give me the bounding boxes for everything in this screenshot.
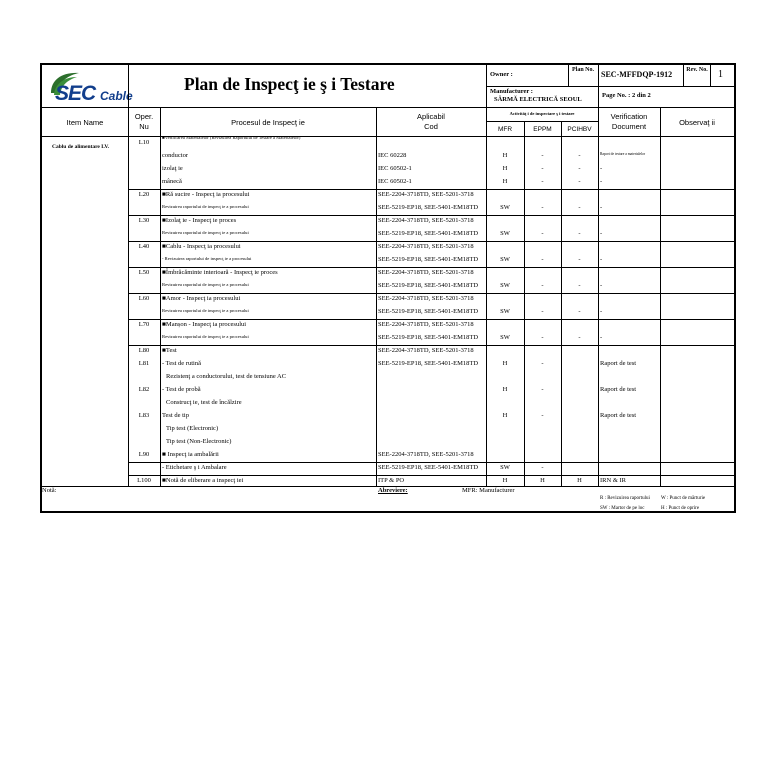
cell-pci: - [578, 178, 581, 185]
col-remarks: Observaţ ii [679, 118, 715, 127]
cell-doc: Raport de test [600, 360, 637, 367]
cell-eppm: - [541, 360, 544, 367]
cell-code: IEC 60502-1 [378, 165, 412, 172]
cell-proc: mânecă [162, 178, 182, 185]
cell-proc: ■ Inspecţ ia ambalării [162, 451, 219, 458]
page-title: Plan de Inspecţ ie ş i Testare [184, 74, 395, 94]
cell-proc: ■Amor - Inspecţ ia procesului [162, 295, 241, 302]
cell-eppm: H [540, 477, 545, 484]
col-pcihbv: PCIHBV [567, 126, 592, 133]
cell-pci: H [577, 477, 582, 484]
cell-code: ITP & PO [378, 477, 405, 484]
cell-code: SEE-2204-3718TD, SEE-5201-3718 [378, 269, 474, 276]
cell-eppm: - [541, 464, 544, 471]
plan-no-value: SEC-MFFDQP-1912 [601, 70, 673, 79]
cell-proc: - Etichetare ş i Ambalare [162, 464, 227, 471]
legend-site-witness: SW : Martor de pe loc [600, 506, 645, 511]
manufacturer-label: Manufacturer : [490, 88, 533, 95]
col-oper-line1: Oper. [134, 112, 154, 121]
cell-mfr: H [502, 412, 508, 419]
cell-doc: - [600, 204, 603, 211]
col-activity: Activităţ i de inspectare ş i testare [509, 111, 575, 116]
cell-code: SEE-5219-EP18, SEE-5401-EM18TD [378, 256, 479, 263]
cell-doc: - [600, 178, 603, 185]
legend-hold-point: H : Punct de oprire [661, 506, 700, 511]
row-divider [128, 345, 734, 346]
abbreviation-mfr: MFR: Manufacturer [462, 487, 515, 494]
cell-code: SEE-2204-3718TD, SEE-5201-3718 [378, 321, 474, 328]
cell-op: L82 [138, 386, 150, 393]
cell-proc: ■Cablu - Inspecţ ia procesului [162, 243, 241, 250]
cell-code: SEE-5219-EP18, SEE-5401-EM18TD [378, 334, 479, 341]
cell-mfr: SW [500, 256, 510, 263]
cell-doc: - [600, 334, 603, 341]
cell-eppm: - [541, 256, 544, 263]
cell-pci: - [578, 334, 581, 341]
cell-proc: ■Ră sucire - Inspecţ ia procesului [162, 191, 250, 198]
cell-proc: Tip test (Non-Electronic) [166, 438, 232, 445]
col-item-name: Item Name [66, 118, 104, 127]
plan-no-label: Plan No. [571, 67, 594, 73]
cell-op: L10 [138, 139, 150, 146]
cell-doc: - [600, 282, 603, 289]
cell-doc: Raport de test [600, 412, 637, 419]
legend-review: R : Revizuirea raportului [600, 496, 650, 501]
cell-proc: Test de tip [162, 412, 189, 419]
row-divider [128, 475, 734, 476]
row-divider [128, 241, 734, 242]
cell-proc: ■Test [162, 347, 177, 354]
cell-mfr: H [502, 386, 508, 393]
cell-mfr: SW [500, 282, 510, 289]
cell-proc: ■Manșon - Inspecţ ia procesului [162, 321, 247, 328]
logo-sec-text: SEC [55, 82, 96, 105]
cell-code: SEE-5219-EP18, SEE-5401-EM18TD [378, 282, 479, 289]
cell-proc: ■Notă de eliberare a inspecţ iei [162, 477, 244, 484]
cell-code: SEE-2204-3718TD, SEE-5201-3718 [378, 451, 474, 458]
row-divider [128, 189, 734, 190]
cell-proc: ■Verificarea Materialelor (Revizuirea Raportului de Testare a Materialelor) [162, 135, 301, 140]
cell-eppm: - [541, 165, 544, 172]
cell-code: IEC 60228 [378, 152, 407, 159]
cell-doc: Raport de testare a materialelor [600, 152, 646, 156]
cell-mfr: SW [500, 204, 510, 211]
legend-witness: W : Punct de mărturie [661, 496, 706, 501]
cell-proc: Rezistenţ a conductorului, test de tensiune AC [166, 373, 287, 380]
cell-mfr: SW [500, 230, 510, 237]
col-code-line1: Aplicabil [417, 112, 445, 121]
cell-code: SEE-2204-3718TD, SEE-5201-3718 [378, 347, 474, 354]
col-code-line2: Cod [424, 122, 438, 131]
cell-op: L50 [138, 269, 150, 276]
page-number: Page No. : 2 din 2 [602, 92, 651, 99]
col-eppm: EPPM [533, 126, 552, 133]
cell-op: L80 [138, 347, 150, 354]
cell-code: SEE-2204-3718TD, SEE-5201-3718 [378, 295, 474, 302]
cell-op: L81 [138, 360, 150, 367]
abbreviation-label: Abreviere: [378, 487, 408, 494]
col-process: Procesul de Inspecţ ie [231, 118, 305, 127]
cell-eppm: - [541, 230, 544, 237]
cell-mfr: H [502, 360, 508, 367]
rev-no-label: Rev. No. [686, 67, 708, 73]
col-verif-line2: Document [611, 122, 647, 131]
cell-doc: - [600, 165, 603, 172]
cell-proc: Revizuirea raportului de inspecţ ie a procesului [162, 282, 249, 287]
cell-proc: izolaţ ie [162, 165, 183, 172]
rev-no-value: 1 [718, 69, 723, 80]
logo-cable-text: Cable [100, 89, 133, 103]
cell-proc: Revizuirea raportului de inspecţ ie a procesului [162, 230, 249, 235]
cell-op: L70 [138, 321, 150, 328]
row-divider [128, 293, 734, 294]
cell-proc: Revizuirea raportului de inspecţ ie a procesului [162, 308, 249, 313]
cell-op: L90 [138, 451, 150, 458]
sec-cable-logo [45, 69, 133, 105]
cell-proc: Revizuirea raportului de inspecţ ie a procesului [162, 334, 249, 339]
cell-pci: - [578, 230, 581, 237]
cell-pci: - [578, 204, 581, 211]
cell-eppm: - [541, 334, 544, 341]
cell-mfr: H [502, 477, 508, 484]
cell-code: IEC 60502-1 [378, 178, 412, 185]
cell-mfr: SW [500, 334, 510, 341]
cell-eppm: - [541, 178, 544, 185]
cell-proc: - Revizuirea raportului de inspecţ ie a procesului [162, 256, 252, 261]
owner-label: Owner : [490, 71, 513, 78]
cell-doc: - [600, 230, 603, 237]
row-divider [128, 462, 734, 463]
cell-code: SEE-5219-EP18, SEE-5401-EM18TD [378, 308, 479, 315]
cell-pci: - [578, 256, 581, 263]
cell-doc: - [600, 256, 603, 263]
cell-proc: Tip test (Electronic) [166, 425, 219, 432]
cell-mfr: SW [500, 464, 510, 471]
cell-eppm: - [541, 152, 544, 159]
cell-op: L30 [138, 217, 150, 224]
cell-code: SEE-2204-3718TD, SEE-5201-3718 [378, 191, 474, 198]
cell-op: L40 [138, 243, 150, 250]
note-label: Notă: [42, 487, 57, 494]
cell-op: L60 [138, 295, 150, 302]
cell-code: SEE-5219-EP18, SEE-5401-EM18TD [378, 464, 479, 471]
cell-op: L20 [138, 191, 150, 198]
cell-mfr: H [502, 178, 508, 185]
cell-proc: - Test de rutină [162, 360, 201, 367]
cell-doc: - [600, 308, 603, 315]
col-mfr: MFR [497, 126, 513, 133]
cell-doc: IRN & IR [600, 477, 626, 484]
cell-proc: - Test de probă [162, 386, 201, 393]
cell-proc: ■Izolaţ ie - Inspecţ ie proces [162, 217, 237, 224]
cell-code: SEE-5219-EP18, SEE-5401-EM18TD [378, 204, 479, 211]
cell-eppm: - [541, 386, 544, 393]
cell-pci: - [578, 165, 581, 172]
cell-proc: Construcţ ie, test de încălzire [166, 399, 242, 406]
cell-eppm: - [541, 308, 544, 315]
cell-mfr: H [502, 152, 508, 159]
cell-mfr: H [502, 165, 508, 172]
cell-proc: ■Îmbrăcăminte interioară - Inspecţ ie proces [162, 269, 278, 276]
cell-pci: - [578, 308, 581, 315]
cell-code: SEE-2204-3718TD, SEE-5201-3718 [378, 243, 474, 250]
row-divider [128, 215, 734, 216]
cell-eppm: - [541, 282, 544, 289]
manufacturer-name: SÂRMĂ ELECTRICĂ SEOUL [494, 96, 582, 103]
cell-op: L83 [138, 412, 150, 419]
col-oper-line2: Nu [139, 122, 149, 131]
cell-code: SEE-5219-EP18, SEE-5401-EM18TD [378, 230, 479, 237]
col-verif-line1: Verification [610, 112, 648, 121]
cell-eppm: - [541, 204, 544, 211]
row-divider [128, 319, 734, 320]
cell-code: SEE-2204-3718TD, SEE-5201-3718 [378, 217, 474, 224]
cell-eppm: - [541, 412, 544, 419]
inspection-test-plan-sheet [40, 63, 736, 513]
cell-proc: Revizuirea raportului de inspecţ ie a procesului [162, 204, 249, 209]
cell-pci: - [578, 152, 581, 159]
cell-proc: conductor [162, 152, 188, 159]
cell-pci: - [578, 282, 581, 289]
cell-op: L100 [137, 477, 151, 484]
cell-code: SEE-5219-EP18, SEE-5401-EM18TD [378, 360, 479, 367]
row-divider [128, 267, 734, 268]
cell-doc: Raport de test [600, 386, 637, 393]
item-name-value: Cablu de alimentare LV. [52, 144, 110, 150]
cell-mfr: SW [500, 308, 510, 315]
